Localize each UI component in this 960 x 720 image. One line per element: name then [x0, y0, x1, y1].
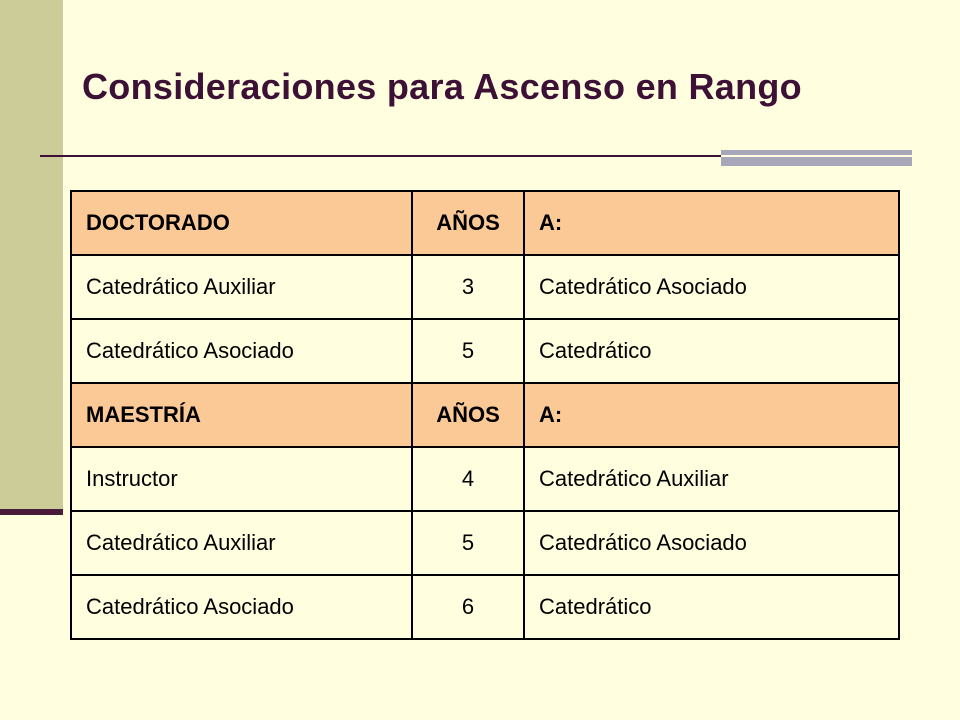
- table-row: [71, 447, 899, 511]
- sidebar-decoration: [0, 0, 63, 510]
- rank-promotion-table: [70, 190, 900, 640]
- page-title: Consideraciones para Ascenso en Rango: [82, 66, 802, 107]
- table-row: [71, 255, 899, 319]
- header-degree-cell: MAESTRÍA: [71, 383, 412, 447]
- header-years-cell: AÑOS: [412, 383, 524, 447]
- target-rank-cell: Catedrático Asociado: [524, 255, 899, 319]
- table-row: [71, 511, 899, 575]
- table-row: [71, 319, 899, 383]
- header-degree-cell: DOCTORADO: [71, 191, 412, 255]
- title-underline-accent: [721, 150, 912, 166]
- current-rank-cell: Catedrático Auxiliar: [71, 511, 412, 575]
- years-cell: 3: [412, 255, 524, 319]
- years-cell: 5: [412, 319, 524, 383]
- table-row: [71, 575, 899, 639]
- table-header-row: [71, 383, 899, 447]
- target-rank-cell: Catedrático: [524, 319, 899, 383]
- target-rank-cell: Catedrático Asociado: [524, 511, 899, 575]
- current-rank-cell: Catedrático Asociado: [71, 575, 412, 639]
- header-target-cell: A:: [524, 191, 899, 255]
- header-target-cell: A:: [524, 383, 899, 447]
- sidebar-accent-line: [0, 509, 63, 515]
- target-rank-cell: Catedrático: [524, 575, 899, 639]
- current-rank-cell: Instructor: [71, 447, 412, 511]
- years-cell: 6: [412, 575, 524, 639]
- current-rank-cell: Catedrático Asociado: [71, 319, 412, 383]
- header-years-cell: AÑOS: [412, 191, 524, 255]
- years-cell: 5: [412, 511, 524, 575]
- current-rank-cell: Catedrático Auxiliar: [71, 255, 412, 319]
- years-cell: 4: [412, 447, 524, 511]
- table-header-row: [71, 191, 899, 255]
- target-rank-cell: Catedrático Auxiliar: [524, 447, 899, 511]
